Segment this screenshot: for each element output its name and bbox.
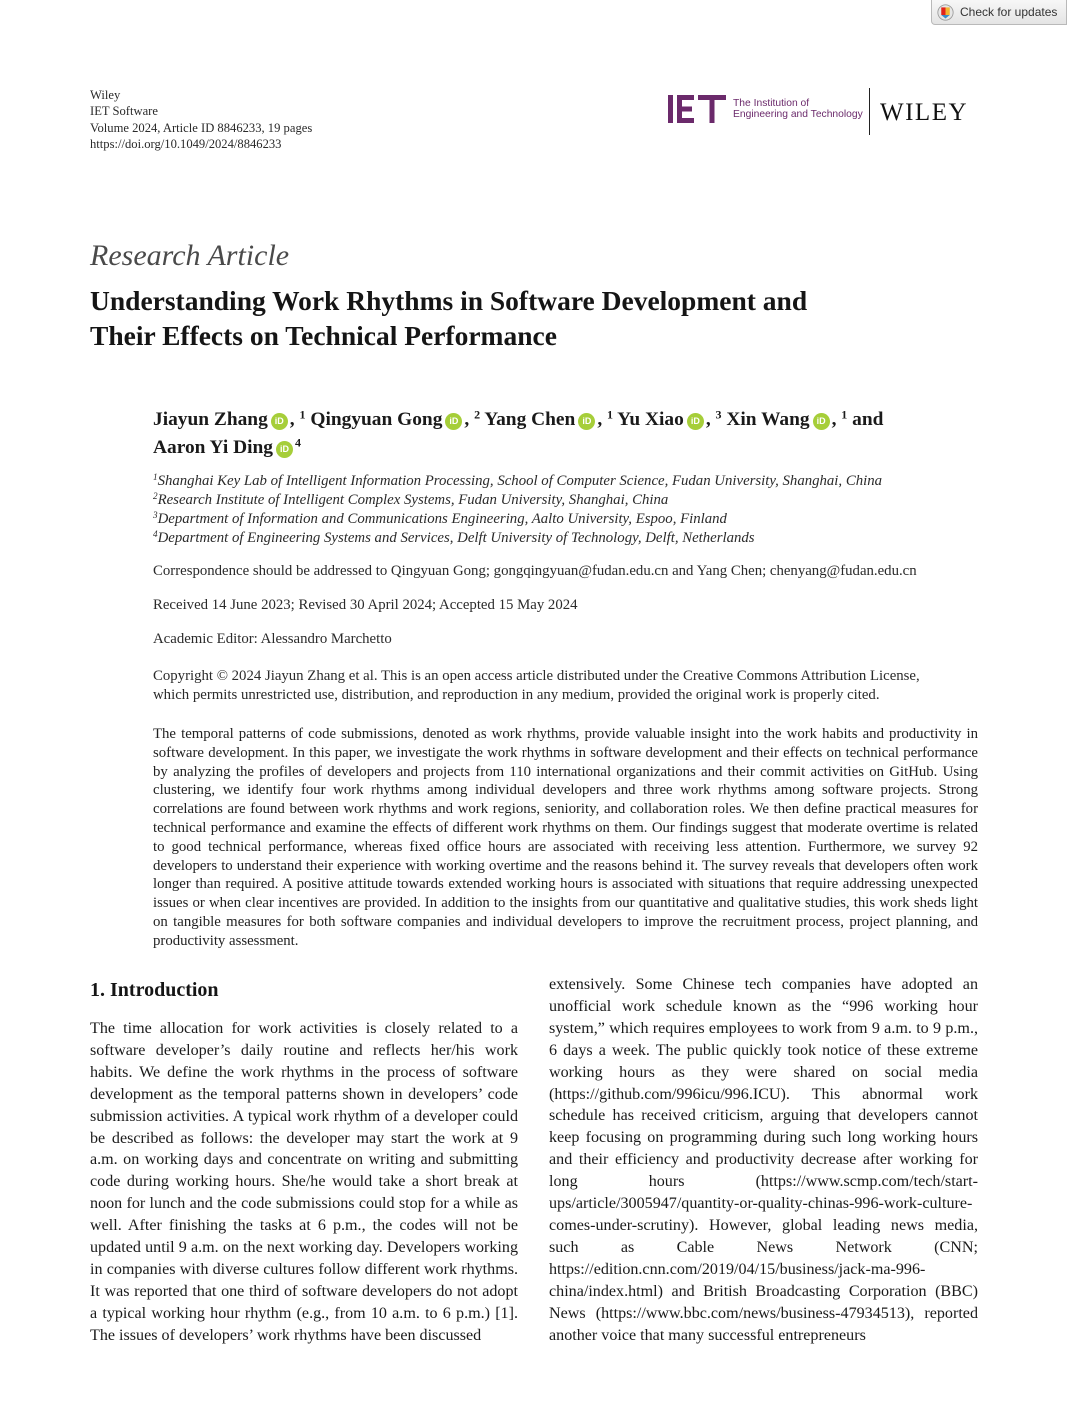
body-column-right bbox=[549, 974, 978, 1346]
article-title: Understanding Work Rhythms in Software Development and Their Effects on Technical Performance bbox=[90, 285, 808, 351]
author-name: Yang Chen bbox=[484, 409, 576, 430]
iet-institution-text: The Institution of Engineering and Technology bbox=[733, 97, 863, 120]
journal-name: IET Software bbox=[90, 104, 158, 119]
author-name: Aaron Yi Ding bbox=[153, 437, 273, 458]
doi-link[interactable]: https://doi.org/10.1049/2024/8846233 bbox=[90, 137, 282, 152]
check-for-updates-label: Check for updates bbox=[960, 5, 1058, 19]
volume-line: Volume 2024, Article ID 8846233, 19 pages bbox=[90, 120, 313, 135]
author-list bbox=[153, 406, 978, 462]
iet-mark-text: IET bbox=[668, 92, 670, 93]
iet-logo bbox=[668, 92, 863, 126]
section-heading-introduction: 1. Introduction bbox=[90, 979, 219, 1001]
affiliation-item: $^3$Department of Information and Communications Engineering, Aalto University, Espoo, Finland bbox=[153, 509, 727, 527]
affiliation-item: $^4$Department of Engineering Systems and Services, Delft University of Technology, Delft, Netherlands bbox=[153, 528, 755, 546]
body-paragraph: extensively. Some Chinese tech companies have adopted an unofficial work schedule known as the “996 working hour system,” which requires employees to work from 9 a.m. to 9 p.m., 6 days a week. The public quickly took notice of these extreme working hours as they were shared on social media (https://github.com/996icu/996.ICU). This abnormal work schedule has received criticism, arguing that developers cannot keep focusing on programming during such long working hours and their efficiency and productivity decrease after working for long hours (https://www.scmp.com/tech/start-ups/article/3005947/quantity-or-quality-chinas-996-work-culture-comes-under-scrutiny). However, global leading news media, such as Cable News Network (CNN; https://edition.cnn.com/2019/04/15/business/jack-ma-996-china/index.html) and British Broadcasting Corporation (BBC) News (https://www.bbc.com/news/business-47934513), reported another voice that many successful entrepreneurs bbox=[549, 976, 978, 1344]
iet-logo-mark bbox=[668, 92, 728, 126]
orcid-icon[interactable]: iD bbox=[578, 413, 595, 430]
journal-info bbox=[90, 87, 312, 153]
affiliations bbox=[153, 472, 882, 548]
authors-and: and bbox=[852, 409, 884, 430]
author-name: Yu Xiao bbox=[617, 409, 684, 430]
author-line-1: Jiayun Zhang iD , $^1$ Qingyuan Gong iD , $^2$ Yang Chen iD , $^1$ Yu Xiao iD , $^3$ Xin Wang iD , $^1$ and bbox=[153, 407, 884, 430]
orcid-icon[interactable]: iD bbox=[687, 413, 704, 430]
affiliation-item: $^2$Research Institute of Intelligent Complex Systems, Fudan University, Shanghai, China bbox=[153, 490, 669, 508]
publisher-name: Wiley bbox=[90, 88, 121, 102]
correspondence-line: Correspondence should be addressed to Qingyuan Gong; gongqingyuan@fudan.edu.cn and Yang Chen; chenyang@fudan.edu.cn bbox=[153, 563, 917, 579]
copyright-notice: Copyright © 2024 Jiayun Zhang et al. This is an open access article distributed under the Creative Commons Attribution License, which permits unrestricted use, distribution, and reproduction in any medium, provided the original work is properly cited. bbox=[153, 668, 920, 703]
author-name: Xin Wang bbox=[726, 409, 810, 430]
crossmark-icon bbox=[937, 4, 954, 21]
orcid-icon[interactable]: iD bbox=[445, 413, 462, 430]
wiley-logo: WILEY bbox=[880, 99, 969, 126]
author-line-2: Aaron Yi Ding iD $^4$ bbox=[153, 435, 301, 458]
author-name: Jiayun Zhang bbox=[153, 409, 268, 430]
body-paragraph: The time allocation for work activities is closely related to a software developer’s daily routine and reflects her/his work habits. We define the work rhythms in the process of software development as the temporal patterns shown in developers’ code submission activities. A typical work rhythm of a developer could be described as follows: the developer may start the work at 9 a.m. on working days and concentrate on writing and submitting code during working hours. She/he would take a short break at noon for lunch and the code submissions could stop for a while as well. After finishing the tasks at 6 p.m., the codes will not be updated until 9 a.m. on the next working day. Developers working in companies with diverse cultures follow different work rhythms. It was reported that one third of software developers do not adopt a typical working hour rhythm (e.g., from 10 a.m. to 6 p.m.) [1]. The issues of developers’ work rhythms have been discussed bbox=[90, 1020, 518, 1344]
affiliation-item: $^1$Shanghai Key Lab of Intelligent Information Processing, School of Computer Science, Fudan University, Shanghai, China bbox=[153, 471, 882, 489]
academic-editor-line: Academic Editor: Alessandro Marchetto bbox=[153, 631, 392, 647]
abstract: The temporal patterns of code submissions, denoted as work rhythms, provide valuable insight into the work habits and productivity in software development. In this paper, we investigate the work rhythms in software development and their effects on technical performance by analyzing the profiles of developers and projects from 110 international organizations and their commit activities on GitHub. Using clustering, we identify four work rhythms among individual developers and three work rhythms among software projects. Strong correlations are found between work rhythms and work regions, seniority, and collaboration roles. We then define practical measures for technical performance and examine the effects of different work rhythms on them. Our findings suggest that moderate overtime is related to good technical performance, whereas fixed office hours are associated with receiving less attention. Furthermore, we survey 92 developers to understand their experience with working overtime and the reasons behind it. The survey reveals that developers often work longer than required. A positive attitude towards extended working hours is associated with situations that require addressing unexpected issues or when clear incentives are provided. In addition to the insights from our quantitative and qualitative studies, this work sheds light on tangible measures for both software companies and individual developers to improve the recruitment process, project planning, and productivity assessment. bbox=[153, 726, 978, 949]
logo-divider bbox=[869, 88, 870, 135]
orcid-icon[interactable]: iD bbox=[276, 441, 293, 458]
orcid-icon[interactable]: iD bbox=[271, 413, 288, 430]
article-type: Research Article bbox=[90, 239, 290, 272]
author-name: Qingyuan Gong bbox=[310, 409, 443, 430]
dates-line: Received 14 June 2023; Revised 30 April 2024; Accepted 15 May 2024 bbox=[153, 597, 578, 613]
check-for-updates-button[interactable] bbox=[931, 0, 1067, 25]
orcid-icon[interactable]: iD bbox=[813, 413, 830, 430]
body-column-left bbox=[90, 1018, 518, 1347]
